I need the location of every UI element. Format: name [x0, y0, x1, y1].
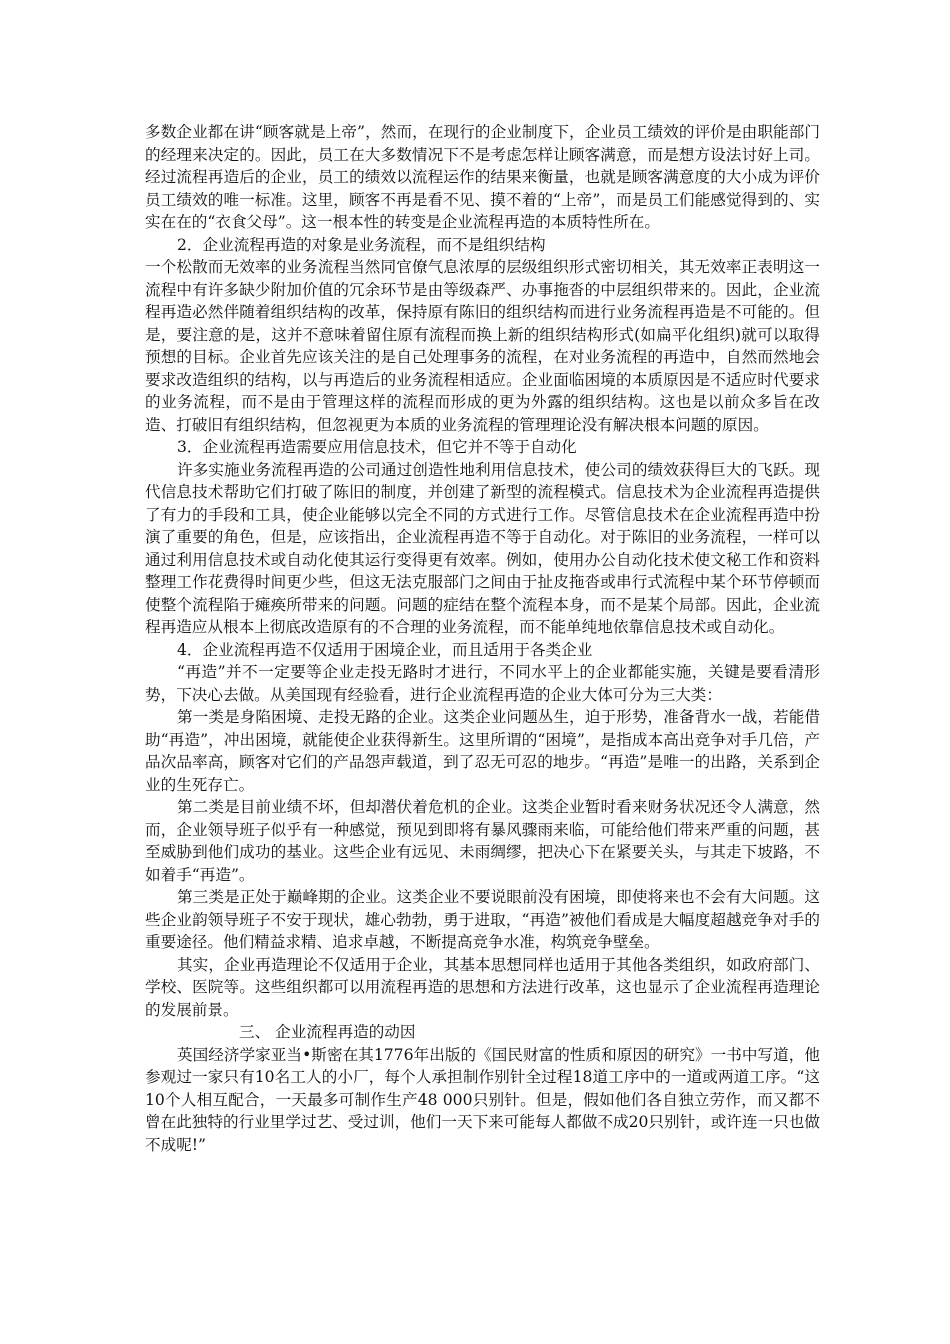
subheading-all-enterprises: 4．企业流程再造不仅适用于困境企业，而且适用于各类企业 — [177, 640, 593, 659]
paragraph-first-category: 第一类是身陷困境、走投无路的企业。这类企业问题丛生，迫于形势，准备背水一战，若能借助“再造”，冲出困境，就能使企业获得新生。这里所谓的“困境”，是指成本高出竞争对手几倍，产品次品率高，顾客对它们的产品怨声载道，到了忍无可忍的地步。“再造”是唯一的出路，关系到企业的生死存亡。 — [145, 708, 820, 794]
subheading-process-not-structure: 2．企业流程再造的对象是业务流程，而不是组织结构 — [177, 235, 546, 254]
paragraph-reengineering-timing: “再造”并不一定要等企业走投无路时才进行，不同水平上的企业都能实施，关键是要看清形势，下决心去做。从美国现有经验看，进行企业流程再造的企业大体可分为三大类： — [145, 663, 820, 704]
paragraph-third-category: 第三类是正处于巅峰期的企业。这类企业不要说眼前没有困境，即使将来也不会有大问题。这些企业韵领导班子不安于现状，雄心勃勃，勇于进取，“再造”被他们看成是大幅度超越竞争对手的重要途径。他们精益求精、追求卓越，不断提高竞争水准，构筑竞争壁垒。 — [145, 888, 820, 951]
paragraph-adam-smith: 英国经济学家亚当•斯密在其1776年出版的《国民财富的性质和原因的研究》一书中写道，他参观过一家只有10名工人的小厂，每个人承担制作别针全过程18道工序中的一道或两道工序。“这10个人相互配合，一天最多可制作生产48 000只别针。但是，假如他们各自独立劳作，而又都不曾在此独特的行业里学过艺、受过训，他们一天下来可能每人都做不成20只别针，或许连一只也做不成呢!” — [145, 1045, 820, 1154]
subheading-it-not-automation: 3．企业流程再造需要应用信息技术，但它并不等于自动化 — [177, 438, 577, 456]
document-page — [145, 121, 820, 1156]
paragraph-customer-performance: 多数企业都在讲“顾客就是上帝”，然而，在现行的企业制度下，企业员工绩效的评价是由职能部门的经理来决定的。因此，员工在大多数情况下不是考虑怎样让顾客满意，而是想方设法讨好上司。经过流程再造后的企业，员工的绩效以流程运作的结果来衡量，也就是顾客满意度的大小成为评价员工绩效的唯一标准。这里，顾客不再是看不见、摸不着的“上帝”，而是员工们能感觉得到的、实实在在的“衣食父母”。这一根本性的转变是企业流程再造的本质特性所在。 — [145, 123, 820, 231]
paragraph-process-structure: 一个松散而无效率的业务流程当然同官僚气息浓厚的层级组织形式密切相关，其无效率正表明这一流程中有许多缺少附加价值的冗余环节是由等级森严、办事拖沓的中层组织带来的。因此，企业流程再造必然伴随着组织结构的改革，保持原有陈旧的组织结构而进行业务流程再造是不可能的。但是，要注意的是，这并不意味着留住原有流程而换上新的组织结构形式(如扁平化组织)就可以取得预想的目标。企业首先应该关注的是自己处理事务的流程，在对业务流程的再造中，自然而然地会要求改造组织的结构，以与再造后的业务流程相适应。企业面临困境的本质原因是不适应时代要求的业务流程，而不是由于管理这样的流程而形成的更为外露的组织结构。这也是以前众多旨在改造、打破旧有组织结构，但忽视更为本质的业务流程的管理理论没有解决根本问题的原因。 — [145, 258, 820, 434]
paragraph-second-category: 第二类是目前业绩不坏，但却潜伏着危机的企业。这类企业暂时看来财务状况还令人满意，然而，企业领导班子似乎有一种感觉，预见到即将有暴风骤雨来临，可能给他们带来严重的问题，甚至威胁到他们成功的基业。这些企业有远见、未雨绸缪，把决心下在紧要关头，与其走下坡路，不如着手“再造”。 — [145, 798, 820, 884]
section-heading-motivation: 三、 企业流程再造的动因 — [239, 1023, 416, 1041]
paragraph-information-technology: 许多实施业务流程再造的公司通过创造性地利用信息技术，使公司的绩效获得巨大的飞跃。现代信息技术帮助它们打破了陈旧的制度，并创建了新型的流程模式。信息技术为企业流程再造提供了有力的手段和工具，使企业能够以完全不同的方式进行工作。尽管信息技术在企业流程再造中扮演了重要的角色，但是，应该指出，企业流程再造不等于自动化。对于陈旧的业务流程，一样可以通过利用信息技术或自动化使其运行变得更有效率。例如，使用办公自动化技术使文秘工作和资料整理工作花费得时间更少些，但这无法克服部门之间由于扯皮拖沓或串行式流程中某个环节停顿而使整个流程陷于瘫痪所带来的问题。问题的症结在整个流程本身，而不是某个局部。因此，企业流程再造应从根本上彻底改造原有的不合理的业务流程，而不能单纯地依靠信息技术或自动化。 — [145, 460, 820, 636]
paragraph-other-organizations: 其实，企业再造理论不仅适用于企业，其基本思想同样也适用于其他各类组织，如政府部门、学校、医院等。这些组织都可以用流程再造的思想和方法进行改革，这也显示了企业流程再造理论的发展前景。 — [145, 955, 820, 1019]
